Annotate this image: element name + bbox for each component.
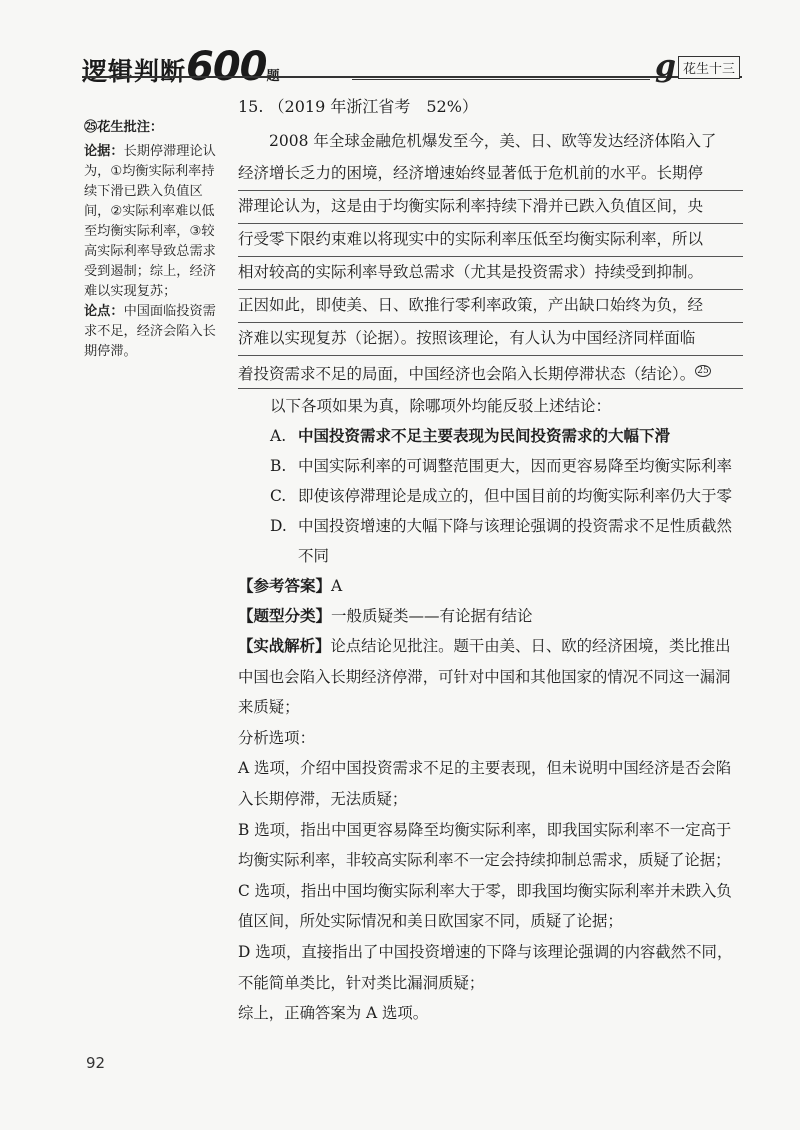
option-b bbox=[238, 451, 743, 481]
analysis bbox=[238, 631, 743, 1029]
argument-label: 论据： bbox=[84, 144, 124, 159]
type-value: 一般质疑类——有论据有结论 bbox=[331, 607, 533, 625]
question-number: 15. bbox=[238, 97, 264, 116]
type-tag: 【题型分类】 bbox=[238, 606, 332, 625]
question-type bbox=[238, 601, 743, 631]
author-badge bbox=[655, 49, 740, 84]
stem-line: 相对较高的实际利率导致总需求（尤其是投资需求）持续受到抑制。 bbox=[238, 257, 743, 290]
analysis-intro-para bbox=[238, 631, 743, 723]
stem-line: 滞理论认为，这是由于均衡实际利率持续下滑并已跌入负值区间，央 bbox=[238, 191, 743, 224]
analysis-conclusion: 综上，正确答案为 A 选项。 bbox=[238, 1004, 429, 1023]
stem-line: 2008 年全球金融危机爆发至今，美、日、欧等发达经济体陷入了 bbox=[269, 132, 717, 150]
analysis-intro: 论点结论见批注。题干由美、日、欧的经济困境，类比推出中国也会陷入长期经济停滞，可针对中国和其他国家的情况不同这一漏洞来质疑； bbox=[238, 637, 731, 717]
analysis-item: A 选项，介绍中国投资需求不足的主要表现，但未说明中国经济是否会陷入长期停滞，无法质疑； bbox=[238, 759, 732, 808]
option-d bbox=[238, 511, 743, 571]
header-rule-thin bbox=[352, 79, 650, 80]
option-text: 即使该停滞理论是成立的，但中国目前的均衡实际利率仍大于零 bbox=[298, 487, 733, 505]
stem-line-last bbox=[238, 356, 743, 389]
author-logo-icon: g bbox=[655, 49, 676, 84]
analysis-head: 分析选项： bbox=[238, 728, 315, 747]
question-prompt: 以下各项如果为真，除哪项外均能反驳上述结论： bbox=[270, 397, 612, 415]
answer-tag: 【参考答案】 bbox=[238, 576, 332, 595]
author-name: 花生十三 bbox=[678, 56, 740, 79]
stem-line: 正因如此，即使美、日、欧推行零利率政策，产出缺口始终为负，经 bbox=[238, 290, 743, 323]
reference-answer bbox=[238, 571, 743, 601]
option-text: 中国实际利率的可调整范围更大，因而更容易降至均衡实际利率 bbox=[298, 457, 733, 475]
annotation-argument bbox=[84, 142, 220, 302]
header-rule bbox=[82, 76, 742, 78]
question-header bbox=[238, 92, 743, 122]
analysis-item: C 选项，指出中国均衡实际利率大于零，即我国均衡实际利率并未跌入负值区间，所处实际情况和美日欧国家不同，质疑了论据； bbox=[238, 881, 732, 931]
stem-line: 经济增长乏力的困境，经济增速始终显著低于危机前的水平。长期停 bbox=[238, 158, 743, 191]
annotation-title: ㉕花生批注： bbox=[84, 120, 164, 135]
option-a bbox=[238, 421, 743, 451]
book-title-unit: 题 bbox=[266, 69, 281, 84]
analysis-tag: 【实战解析】 bbox=[238, 637, 331, 655]
analysis-item: D 选项，直接指出了中国投资增速的下降与该理论强调的内容截然不同，不能简单类比，针对类比漏洞质疑； bbox=[238, 942, 733, 992]
analysis-item: B 选项，指出中国更容易降至均衡实际利率，即我国实际利率不一定高于均衡实际利率，非较高实际利率不一定会持续抑制总需求，质疑了论据； bbox=[238, 820, 732, 870]
option-text: 中国投资需求不足主要表现为民间投资需求的大幅下滑 bbox=[298, 426, 671, 445]
conclusion-label: 论点： bbox=[84, 304, 124, 319]
option-text: 中国投资增速的大幅下降与该理论强调的投资需求不足性质截然不同 bbox=[298, 517, 733, 565]
margin-annotation bbox=[84, 118, 220, 362]
page-header bbox=[82, 40, 742, 100]
option-letter: D. bbox=[270, 517, 287, 535]
option-c bbox=[238, 481, 743, 511]
argument-text: 长期停滞理论认为，①均衡实际利率持续下滑已跌入负值区间，②实际利率难以低至均衡实际利率，③较高实际利率导致总需求受到遏制；综上，经济难以实现复苏； bbox=[84, 144, 216, 299]
question-source: （2019 年浙江省考 52%） bbox=[268, 97, 478, 116]
page-number: 92 bbox=[86, 1054, 106, 1072]
option-letter: B. bbox=[270, 457, 287, 475]
option-letter: A. bbox=[270, 427, 287, 445]
option-letter: C. bbox=[270, 487, 287, 505]
stem-line-text: 着投资需求不足的局面，中国经济也会陷入长期停滞状态（结论）。 bbox=[238, 365, 696, 384]
stem-line: 行受零下限约束难以将现实中的实际利率压低至均衡实际利率，所以 bbox=[238, 224, 743, 257]
annotation-ref-marker: 25 bbox=[697, 366, 709, 376]
question-stem bbox=[238, 126, 743, 389]
stem-line: 济难以实现复苏（论据）。按照该理论，有人认为中国经济同样面临 bbox=[238, 323, 743, 356]
annotation-conclusion bbox=[84, 302, 220, 362]
book-title-number: 600 bbox=[186, 44, 267, 90]
book-title-text: 逻辑判断 bbox=[82, 57, 187, 86]
book-title bbox=[82, 44, 281, 90]
conclusion-text: 中国面临投资需求不足，经济会陷入长期停滞。 bbox=[84, 304, 216, 359]
question-body bbox=[238, 92, 743, 1029]
answer-value: A bbox=[331, 577, 343, 595]
